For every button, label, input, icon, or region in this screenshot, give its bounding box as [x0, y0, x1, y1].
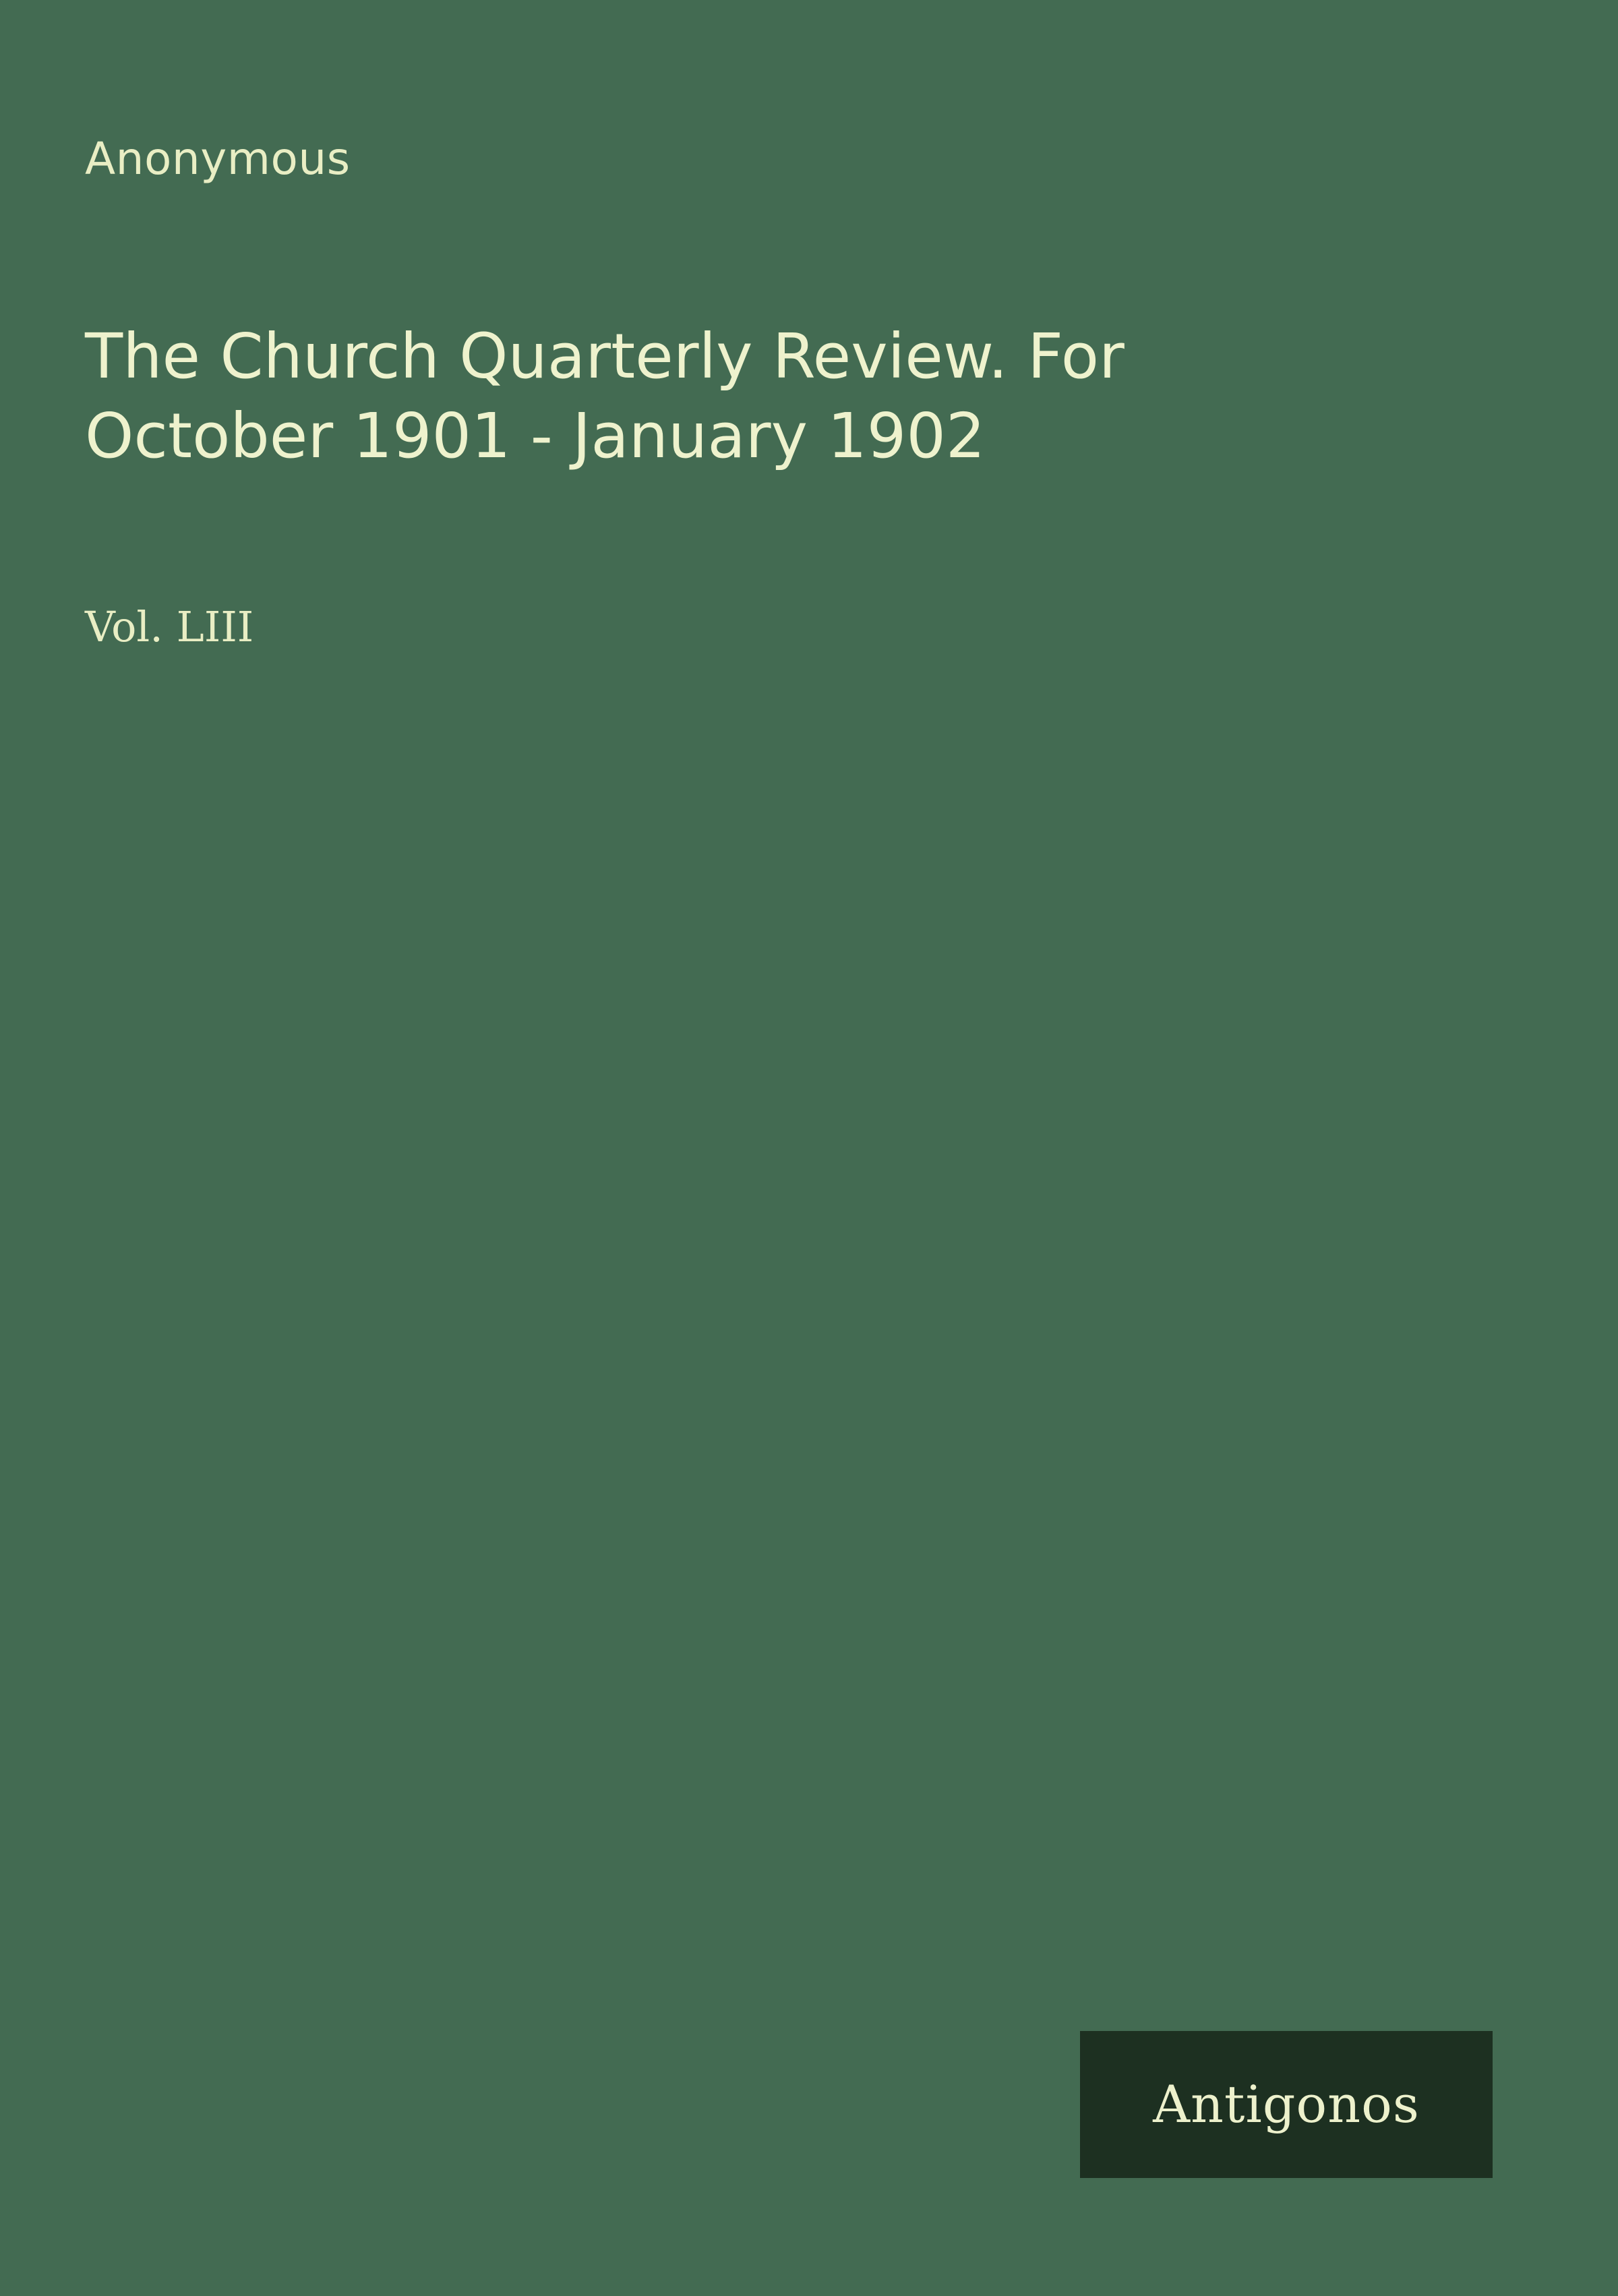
volume-subtitle: Vol. LIII — [85, 602, 254, 651]
publisher-name: Antigonos — [1153, 2074, 1420, 2134]
publisher-badge — [1080, 2031, 1493, 2178]
author-name: Anonymous — [85, 133, 351, 185]
book-title: The Church Quarterly Review. For October 1901 - January 1902 — [85, 320, 1125, 472]
